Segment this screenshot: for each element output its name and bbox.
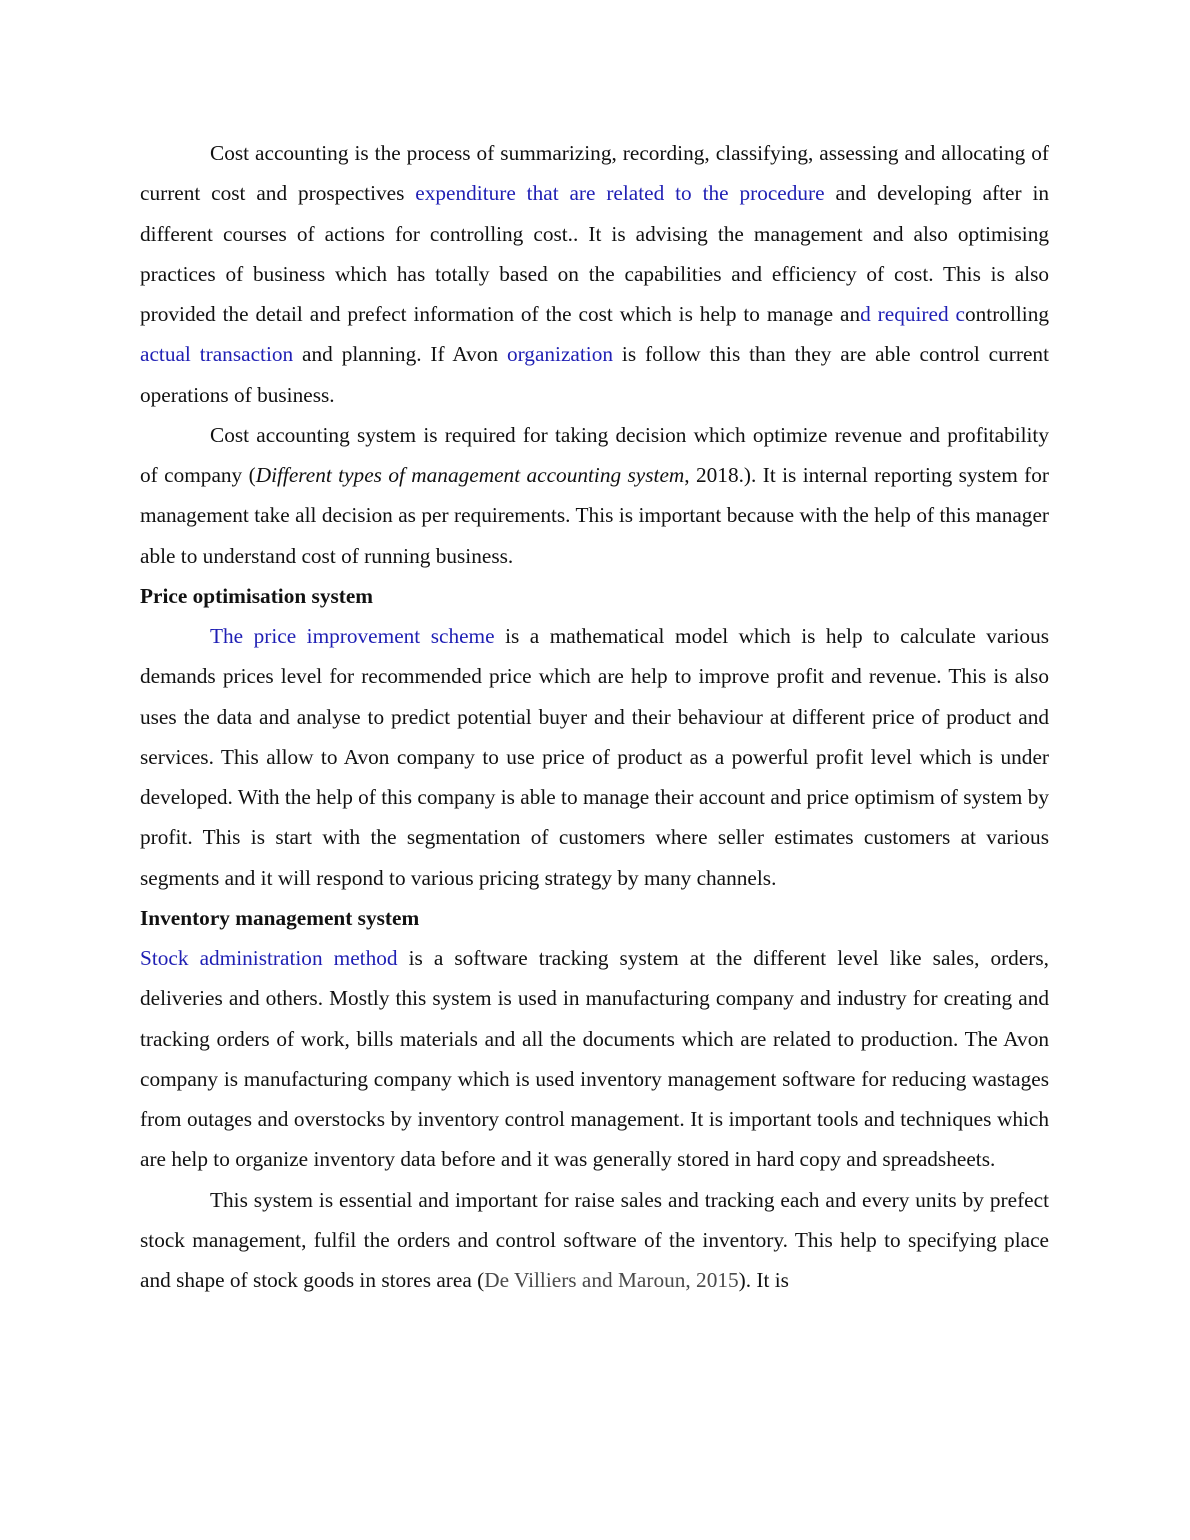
body-paragraph (140, 616, 1049, 898)
text-run: , 2018.). It is internal reporting system for management take all decision as per requirements. This is important because with the help of this manager able to understand cost of running business. (140, 463, 1050, 568)
citation: De Villiers and Maroun, 2015 (484, 1268, 739, 1292)
highlighted-phrase: Stock administration method (140, 946, 398, 970)
body-paragraph (140, 415, 1049, 576)
text-run: is follow this than they are able control current operations of business. (140, 342, 1049, 407)
highlighted-phrase: expenditure that are related to the procedure (415, 181, 825, 206)
text-run: is a mathematical model which is help to calculate various demands prices level for recommended price which are help to improve profit and revenue. This is also uses the data and analyse to predict potential buyer and their behaviour at different price of product and services. This allow to Avon company to use price of product as a powerful profit level which is under developed. With the help of this company is able to manage their account and price optimism of system by profit. This is start with the segmentation of customers where seller estimates customers at various segments and it will respond to various pricing strategy by many channels. (140, 624, 1050, 890)
highlighted-phrase: The price improvement scheme (210, 624, 495, 648)
text-run: and developing after in different courses of actions for controlling cost.. It is advising the management and also optimising practices of business which has totally based on the capabilities and efficiency of cost. This is also provided the detail and prefect information of the cost which is help to manage an (140, 181, 1050, 326)
highlighted-phrase: d required c (860, 302, 965, 326)
text-run: Cost accounting system is required for taking decision which optimize revenue and profitability of company ( (140, 422, 1049, 487)
highlighted-phrase: organization (506, 342, 614, 367)
italic-title: Different types of management accounting system (255, 463, 685, 487)
text-run: is a software tracking system at the different level like sales, orders, deliveries and others. Mostly this system is used in manufacturing company and industry for creating and tracking orders of work, bills materials and all the documents which are related to production. The Avon company is manufacturing company which is used inventory management software for reducing wastages from outages and overstocks by inventory control management. It is important tools and techniques which are help to organize inventory data before and it was generally stored in hard copy and spreadsheets. (140, 946, 1049, 1172)
body-paragraph (140, 133, 1049, 415)
section-heading: Inventory management system (140, 905, 420, 930)
text-run: Cost accounting is the process of summarizing, recording, classifying, assessing and allocating of current cost and prospectives (140, 141, 1049, 206)
text-run: and planning. If Avon (293, 342, 507, 367)
highlighted-phrase: actual transaction (140, 342, 294, 367)
body-paragraph (140, 938, 1049, 1180)
body-paragraph (140, 1180, 1049, 1301)
text-run: ). It is (738, 1268, 789, 1292)
text-run: This system is essential and important for raise sales and tracking each and every units by prefect stock management, fulfil the orders and control software of the inventory. This help to specifying place and shape of stock goods in stores area ( (140, 1187, 1049, 1292)
text-run: ontrolling (965, 302, 1050, 326)
section-heading: Price optimisation system (140, 583, 374, 608)
